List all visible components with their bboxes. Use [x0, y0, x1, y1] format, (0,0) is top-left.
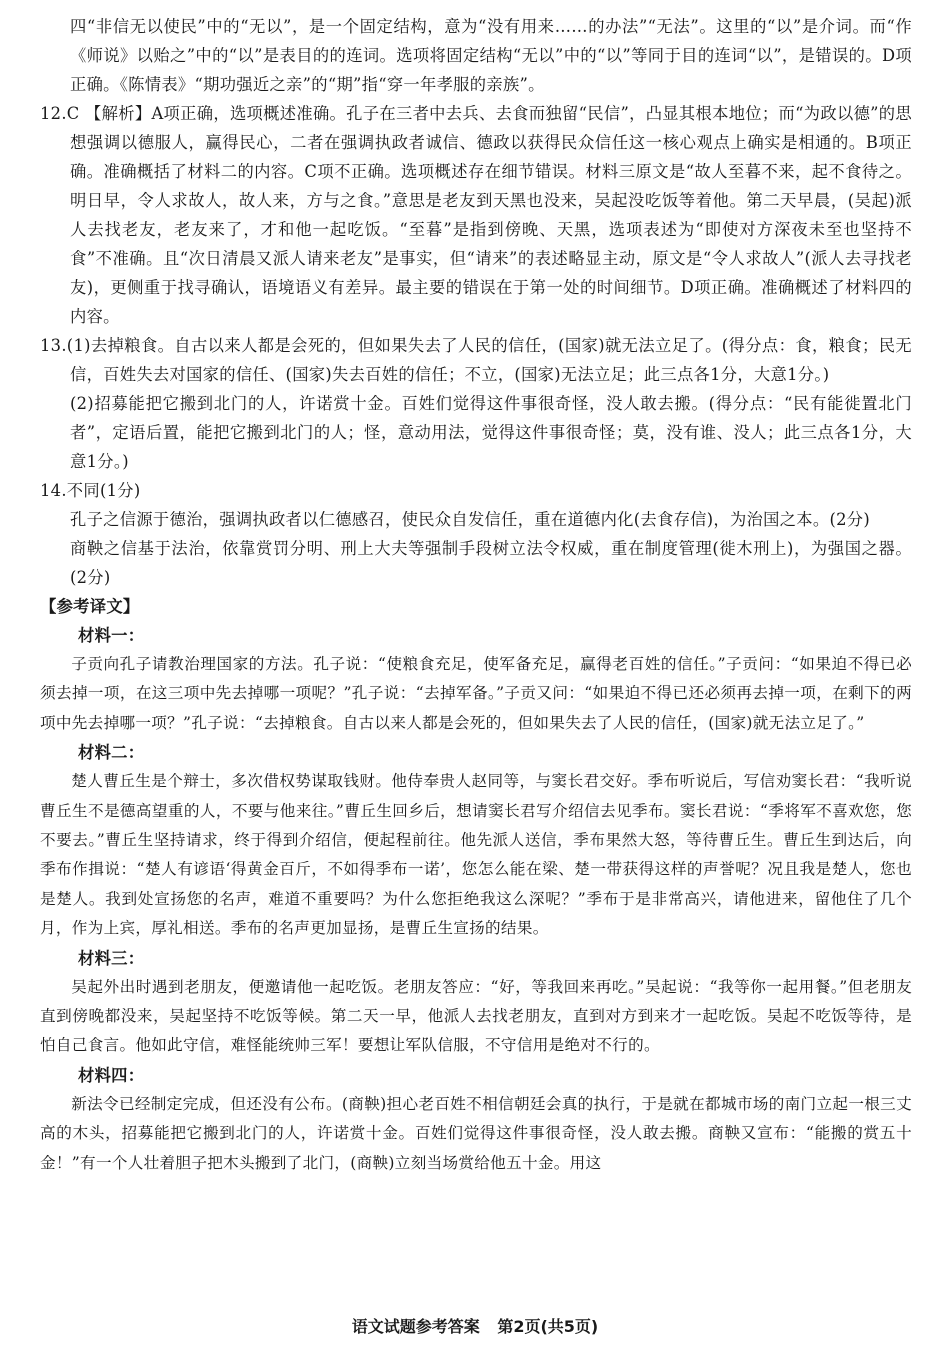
q12-answer: 12.C 【解析】A项正确，选项概述准确。孔子在三者中去兵、去食而独留“民信”，凸显其根本地位；而“为政以德”的思想强调以德服人，赢得民心，二者在强调执政者诚信、德政以获得民众信任这一核心观点上确实是相通的。B项正确。准确概括了材料二的内容。C项不正确。选项概述存在细节错误。材料三原文是“故人至暮不来，起不食待之。明日早，令人求故人，故人来，方与之食。”意思是老友到天黑也没来，吴起没吃饭等着他。第二天早晨，(吴起)派人去找老友，老友来了，才和他一起吃饭。“至暮”是指到傍晚、天黑，选项表述为“即使对方深夜未至也坚持不食”不准确。且“次日清晨又派人请来老友”是事实，但“请来”的表述略显主动，原文是“令人求故人”(派人去寻找老友)，更侧重于找寻确认，语境语义有差异。最主要的错误在于第一处的时间细节。D项正确。准确概述了材料四的内容。: [40, 104, 912, 326]
q13-answer-part2: (2)招募能把它搬到北门的人，许诺赏十金。百姓们觉得这件事很奇怪，没人敢去搬。(得分点：“民有能徙置北门者”，定语后置，能把它搬到北门的人；怪，意动用法，觉得这件事很奇怪；莫，没有谁、没人；此三点各1分，大意1分。): [70, 394, 912, 471]
material-3-title: 材料三：: [78, 948, 145, 968]
q13-answer-part1: 13.(1)去掉粮食。自古以来人都是会死的，但如果失去了人民的信任，(国家)就无法立足了。(得分点：食，粮食；民无信，百姓失去对国家的信任、(国家)失去百姓的信任；不立，(国家)无法立足；此三点各1分，大意1分。): [40, 336, 912, 384]
footer-page-number: 第2页(共5页): [497, 1317, 599, 1336]
material-4-text: 新法令已经制定完成，但还没有公布。(商鞅)担心老百姓不相信朝廷会真的执行，于是就在都城市场的南门立起一根三丈高的木头，招募能把它搬到北门的人，许诺赏十金。百姓们觉得这件事很奇怪，没人敢去搬。商鞅又宣布：“能搬的赏五十金！”有一个人壮着胆子把木头搬到了北门，(商鞅)立刻当场赏给他五十金。用这: [40, 1094, 912, 1172]
material-1-title: 材料一：: [78, 626, 145, 645]
material-2-title: 材料二：: [78, 743, 145, 763]
answer-content: [40, 12, 912, 1178]
page-footer: [0, 1314, 950, 1337]
q14-answer-point1: 孔子之信源于德治，强调执政者以仁德感召，使民众自发信任，重在道德内化(去食存信)，为治国之本。(2分): [70, 510, 871, 529]
q14-answer-point2: 商鞅之信基于法治，依靠赏罚分明、刑上大夫等强制手段树立法令权威，重在制度管理(徙木刑上)，为强国之器。(2分): [70, 539, 912, 587]
q11-continuation: 四“非信无以使民”中的“无以”，是一个固定结构，意为“没有用来……的办法”“无法”。这里的“以”是介词。而“作《师说》以贻之”中的“以”是表目的的连词。选项将固定结构“无以”中的“以”等同于目的连词“以”，是错误的。D项正确。《陈情表》“期功强近之亲”的“期”指“穿一年孝服的亲族”。: [70, 17, 912, 94]
material-1-text: 子贡向孔子请教治理国家的方法。孔子说：“使粮食充足，使军备充足，赢得老百姓的信任。”子贡问：“如果迫不得已必须去掉一项，在这三项中先去掉哪一项呢？”孔子说：“去掉军备。”子贡又问：“如果迫不得已还必须再去掉一项，在剩下的两项中先去掉哪一项？”孔子说：“去掉粮食。自古以来人都是会死的，但如果失去了人民的信任，(国家)就无法立足了。”: [40, 655, 912, 732]
q14-answer-head: 14.不同(1分): [40, 481, 141, 500]
material-2-text: 楚人曹丘生是个辩士，多次借权势谋取钱财。他侍奉贵人赵同等，与窦长君交好。季布听说后，写信劝窦长君：“我听说曹丘生不是德高望重的人，不要与他来往。”曹丘生回乡后，想请窦长君写介绍信去见季布。窦长君说：“季将军不喜欢您，您不要去。”曹丘生坚持请求，终于得到介绍信，便起程前往。他先派人送信，季布果然大怒，等待曹丘生。曹丘生到达后，向季布作揖说：“楚人有谚语‘得黄金百斤，不如得季布一诺’，您怎么能在梁、楚一带获得这样的声誉呢？况且我是楚人，您也是楚人。我到处宣扬您的名声，难道不重要吗？为什么您拒绝我这么深呢？”季布于是非常高兴，请他进来，留他住了几个月，作为上宾，厚礼相送。季布的名声更加显扬，是曹丘生宣扬的结果。: [40, 772, 912, 938]
material-3-text: 吴起外出时遇到老朋友，便邀请他一起吃饭。老朋友答应：“好，等我回来再吃。”吴起说：“我等你一起用餐。”但老朋友直到傍晚都没来，吴起坚持不吃饭等候。第二天一早，他派人去找老朋友，直到对方到来才一起吃饭。吴起不吃饭等待，是怕自己食言。他如此守信，难怪能统帅三军！要想让军队信服，不守信用是绝对不行的。: [40, 977, 912, 1055]
material-4-title: 材料四：: [78, 1065, 145, 1085]
reference-translation-heading: 【参考译文】: [40, 597, 140, 616]
footer-title: 语文试题参考答案: [351, 1317, 480, 1336]
